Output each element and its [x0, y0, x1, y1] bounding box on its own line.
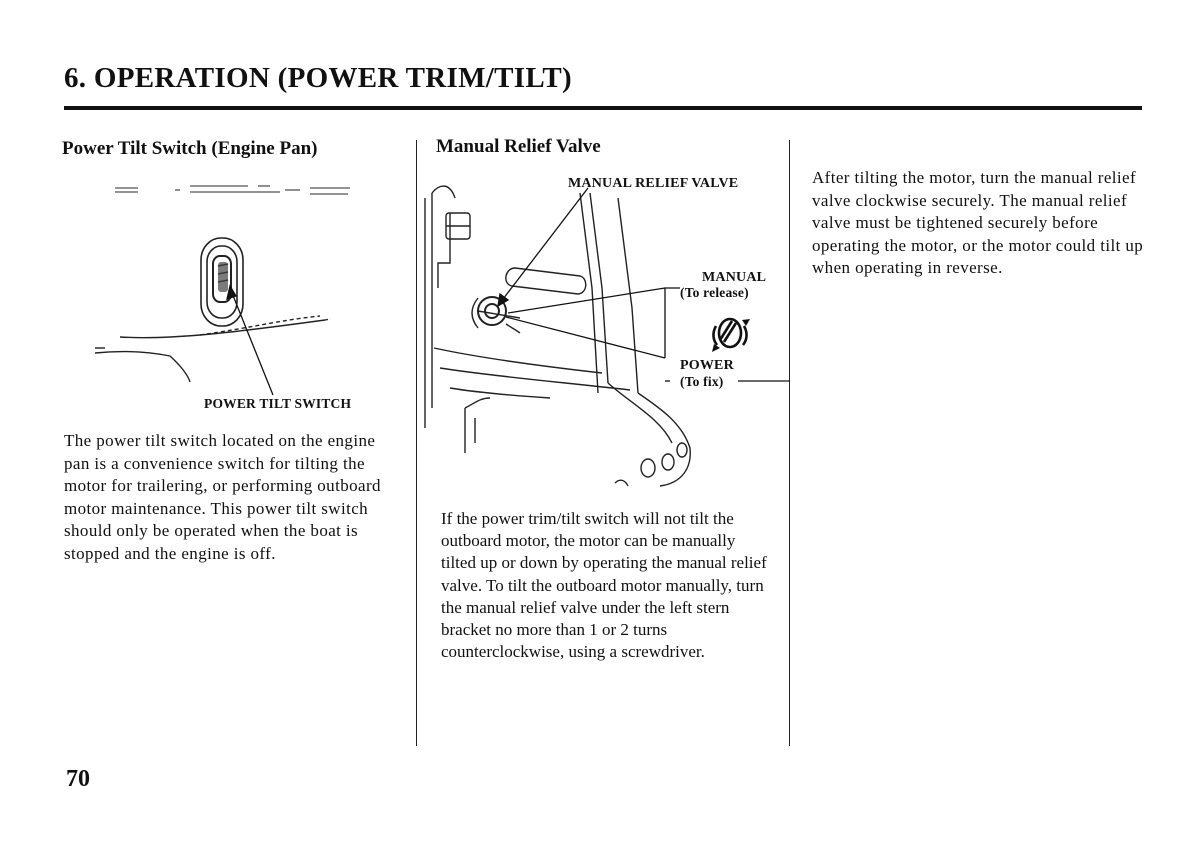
left-body-text: The power tilt switch located on the engine pan is a convenience switch for tilting the motor for trailering, or performing outboard motor maintenance. This power tilt switch should only be operated when the boat is stopped and the engine is off. [64, 431, 381, 563]
power-tilt-switch-figure [80, 170, 410, 400]
to-fix-label: (To fix) [680, 374, 724, 389]
rotation-symbol [713, 319, 746, 347]
page-title: 6. OPERATION (POWER TRIM/TILT) [64, 62, 572, 94]
middle-section-heading: Manual Relief Valve [436, 136, 601, 157]
column-divider-left [416, 140, 417, 746]
to-release-label: (To release) [680, 285, 749, 300]
manual-label: MANUAL [702, 270, 767, 285]
power-label: POWER [680, 358, 734, 373]
switch-housing [201, 238, 243, 326]
manual-relief-valve-label: MANUAL RELIEF VALVE [568, 176, 739, 191]
page-number: 70 [66, 766, 90, 792]
manual-relief-valve-figure [420, 168, 790, 498]
title-rule [64, 106, 1142, 110]
left-section-heading: Power Tilt Switch (Engine Pan) [62, 138, 318, 159]
power-tilt-switch-label: POWER TILT SWITCH [204, 396, 352, 411]
middle-body-text: If the power trim/tilt switch will not tilt the outboard motor, the motor can be manually tilted up or down by operating the manual relief valve. To tilt the outboard motor manually, turn the manual relief valve under the left stern bracket no more than 1 or 2 turns counterclockwise, using a screwdriver. [441, 509, 767, 662]
right-body-text: After tilting the motor, turn the manual relief valve clockwise securely. The manual relief valve must be tightened securely before operating the motor, or the motor could tilt up when operating in reverse. [812, 168, 1144, 278]
